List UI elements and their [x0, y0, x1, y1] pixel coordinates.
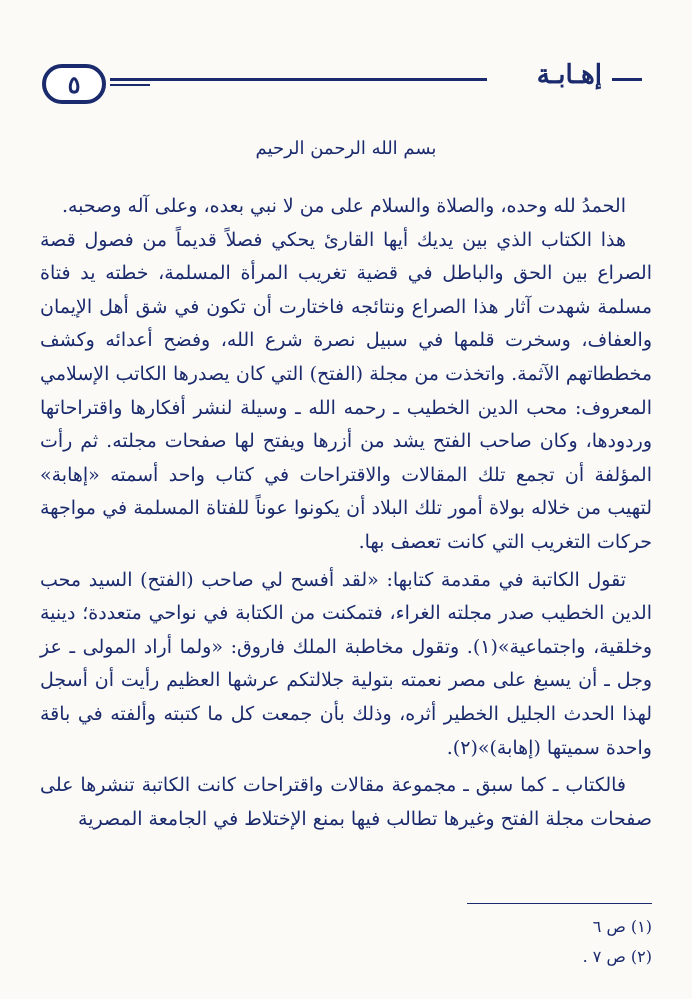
paragraph-quote: تقول الكاتبة في مقدمة كتابها: «لقد أفسح لي صاحب (الفتح) السيد محب الدين الخطيب صدر مجلته الغراء، فتمكنت من الكتابة في نواحي متعددة؛ دينية وخلقية، واجتماعية»(١). وتقول مخاطبة الملك فاروق: «ولما أراد المولى ـ عز وجل ـ أن يسبغ على مصر نعمته بتولية جلالتكم عرشها العظيم رأيت أن أسجل لهذا الحدث الجليل الخطير أثره، وذلك بأن جمعت كل ما كتبته وألفته في باقة واحدة سميتها (إهابة)»(٢). [40, 568, 652, 759]
running-header [0, 0, 692, 110]
footnote-1: (١) ص ٦ [592, 917, 652, 936]
footnote-separator [467, 903, 652, 904]
paragraph-opening: الحمدُ لله وحده، والصلاة والسلام على من لا نبي بعده، وعلى آله وصحبه. [61, 195, 626, 217]
header-rule-end [612, 78, 642, 81]
footnotes [583, 912, 652, 972]
header-rule [110, 78, 487, 81]
header-rule-accent [110, 84, 150, 86]
page-number-badge [42, 64, 106, 104]
footnote-2: (٢) ص ٧ . [582, 947, 652, 966]
basmala: بسم الله الرحمن الرحيم [255, 138, 437, 159]
paragraph-summary: فالكتاب ـ كما سبق ـ مجموعة مقالات واقتراحات كانت الكاتبة تنشرها على صفحات مجلة الفتح وغيرها تطالب فيها بمنع الإختلاط في الجامعة المصرية [40, 774, 652, 830]
page-number: ٥ [67, 69, 81, 99]
paragraph-intro: هذا الكتاب الذي بين يديك أيها القارئ يحكي فصلاً قديماً من فصول قصة الصراع بين الحق والباطل في قضية تغريب المرأة المسلمة، خطته يد فتاة مسلمة شهدت آثار هذا الصراع ونتائجه فاختارت أن تكون في شق أهل الإيمان والعفاف، وسخرت قلمها في سبيل نصرة شرع الله، وفضح أعدائه وكشف مخططاتهم الآثمة. واتخذت من مجلة (الفتح) التي كان يصدرها الكاتب الإسلامي المعروف: محب الدين الخطيب ـ رحمه الله ـ وسيلة لنشر أفكارها واقتراحاتها وردودها، وكان صاحب الفتح يشد من أزرها ويفتح لها صفحات مجلته. ثم رأت المؤلفة أن تجمع تلك المقالات والاقتراحات في كتاب واحد أسمته «إهابة» لتهيب من خلاله بولاة أمور تلك البلاد أن يكونوا عوناً للفتاة المسلمة في مواجهة حركات التغريب التي كانت تعصف بها. [40, 228, 652, 553]
body-text [40, 190, 652, 836]
running-title: إهـابـة [536, 60, 602, 90]
